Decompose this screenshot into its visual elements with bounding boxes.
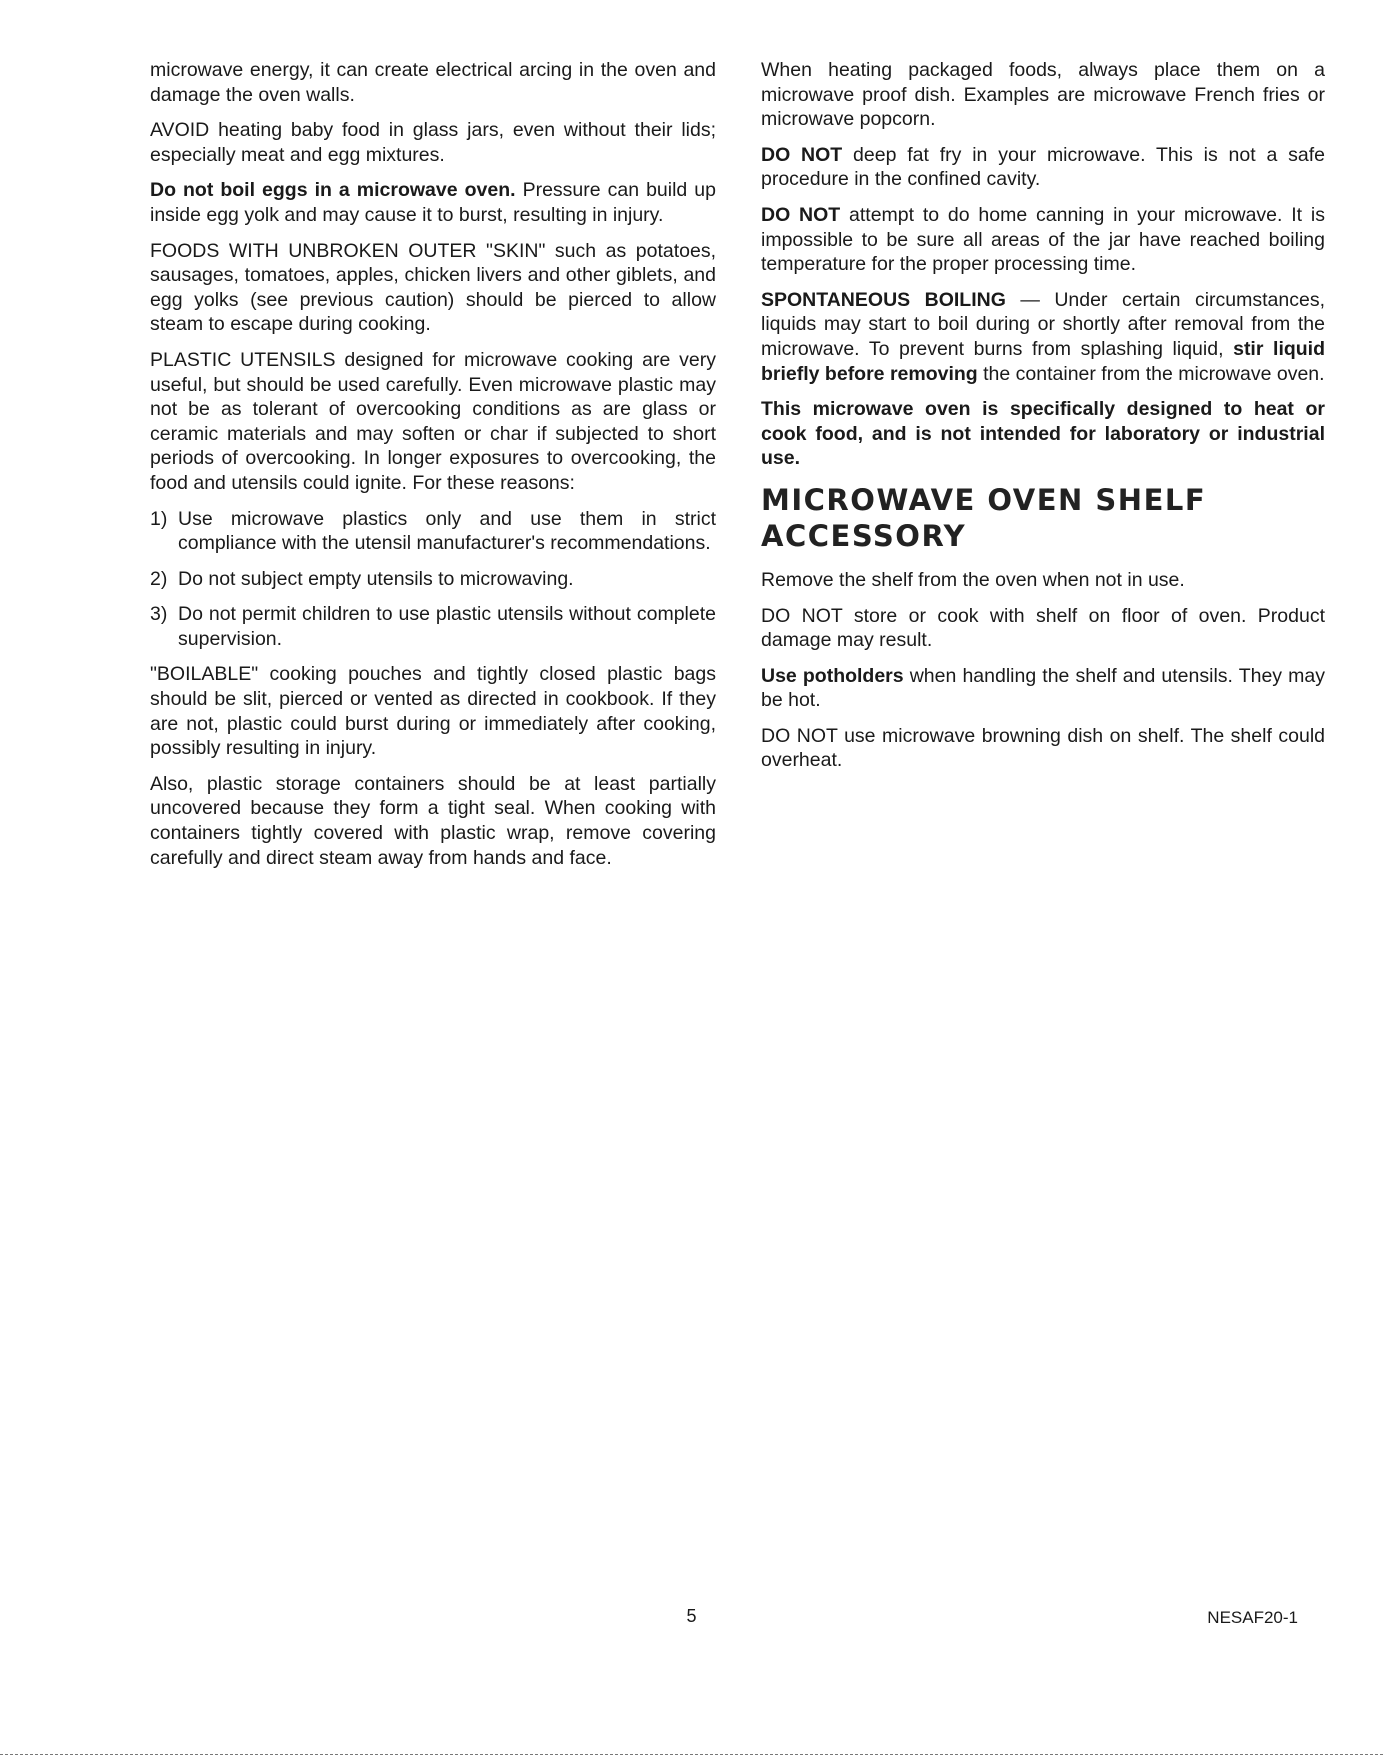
packaged-foods-paragraph: When heating packaged foods, always place them on a microwave proof dish. Examples are microwave French fries or microwave popcorn.: [761, 59, 1325, 131]
plastic-utensils-paragraph: PLASTIC UTENSILS designed for microwave cooking are very useful, but should be used carefully. Even microwave plastic may not be as tolerant of overcooking conditions as are glass or ceramic materials and may soften or char if subjected to short periods of overcooking. In longer exposures to overcooking, the food and utensils could ignite. For these reasons:: [150, 348, 716, 494]
list-item-text: Use microwave plastics only and use them in strict compliance with the utensil manufacturer's recommendations.: [178, 507, 716, 555]
do-not-warning: DO NOT: [761, 203, 841, 226]
boil-eggs-text: Pressure can build up inside egg yolk and may cause it to burst, resulting in injury.: [150, 179, 716, 226]
list-item-number: 1): [150, 507, 168, 530]
spontaneous-boiling-text: — Under certain circumstances, liquids may start to boil during or shortly after removal from the microwave. To prevent burns from splashing liquid,: [761, 288, 1325, 360]
storage-containers-paragraph: Also, plastic storage containers should be at least partially uncovered because they form a tight seal. When cooking with containers tightly covered with plastic wrap, remove covering carefully and direct steam away from hands and face.: [150, 772, 716, 869]
plastic-utensils-list: [150, 507, 716, 652]
list-item-number: 2): [150, 567, 168, 590]
right-column: [761, 58, 1325, 784]
unbroken-skin-paragraph: FOODS WITH UNBROKEN OUTER "SKIN" such as potatoes, sausages, tomatoes, apples, chicken livers and other giblets, and egg yolks (see previous caution) should be pierced to allow steam to escape during cooking.: [150, 239, 716, 336]
list-item: [150, 567, 716, 592]
home-canning-paragraph: [761, 203, 1325, 277]
list-item: [150, 602, 716, 651]
remove-shelf-paragraph: Remove the shelf from the oven when not in use.: [761, 568, 1185, 591]
heading-line-2: ACCESSORY: [761, 518, 967, 553]
potholders-text: when handling the shelf and utensils. They may be hot.: [761, 664, 1325, 712]
shelf-accessory-heading: [761, 482, 1325, 554]
baby-food-paragraph: AVOID heating baby food in glass jars, even without their lids; especially meat and egg mixtures.: [150, 119, 716, 166]
list-item-text: Do not subject empty utensils to microwaving.: [178, 567, 574, 590]
boil-eggs-paragraph: [150, 178, 716, 227]
spontaneous-boiling-label: SPONTANEOUS BOILING: [761, 288, 1006, 311]
spontaneous-boiling-paragraph: [761, 288, 1325, 386]
list-item-text: Do not permit children to use plastic utensils without complete supervision.: [178, 603, 716, 650]
spontaneous-boiling-text-end: the container from the microwave oven.: [977, 362, 1325, 385]
document-code: NESAF20-1: [1207, 1608, 1298, 1627]
left-column: [150, 58, 716, 881]
deep-fat-fry-text: deep fat fry in your microwave. This is not a safe procedure in the confined cavity.: [761, 143, 1325, 191]
potholders-paragraph: [761, 664, 1325, 713]
heading-line-1: MICROWAVE OVEN SHELF: [761, 482, 1207, 517]
list-item: [150, 507, 716, 556]
list-item-number: 3): [150, 603, 168, 626]
intended-use-paragraph: This microwave oven is specifically designed to heat or cook food, and is not intended for laboratory or industrial use.: [761, 398, 1325, 470]
potholders-warning: Use potholders: [761, 664, 904, 687]
browning-dish-paragraph: DO NOT use microwave browning dish on shelf. The shelf could overheat.: [761, 724, 1325, 772]
shelf-floor-paragraph: DO NOT store or cook with shelf on floor of oven. Product damage may result.: [761, 604, 1325, 652]
do-not-warning: DO NOT: [761, 143, 843, 166]
stir-liquid-warning: stir liquid briefly before removing: [761, 337, 1326, 385]
home-canning-text: attempt to do home canning in your microwave. It is impossible to be sure all areas of the jar have reached boiling temperature for the proper processing time.: [761, 203, 1325, 276]
boil-eggs-warning: Do not boil eggs in a microwave oven.: [150, 179, 516, 202]
boilable-pouches-paragraph: "BOILABLE" cooking pouches and tightly closed plastic bags should be slit, pierced or vented as directed in cookbook. If they are not, plastic could burst during or immediately after cooking, possibly resulting in injury.: [150, 663, 716, 760]
page-number: 5: [686, 1606, 697, 1626]
arcing-warning-paragraph: microwave energy, it can create electrical arcing in the oven and damage the oven walls.: [150, 59, 716, 106]
bottom-divider: [0, 1754, 1383, 1755]
deep-fat-fry-paragraph: [761, 143, 1325, 192]
